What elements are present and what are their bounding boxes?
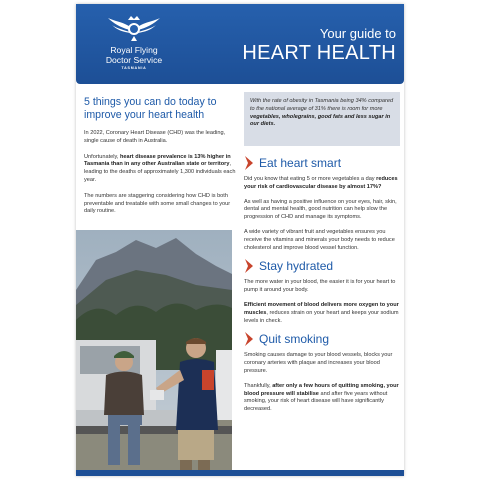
intro-paragraph-2: Unfortunately, heart disease prevalence is 13% higher in Tasmania than in any other Australian state or territory, leading to the deaths of approximately 1,300 individuals each year. — [84, 153, 236, 183]
document-page — [76, 4, 404, 476]
photo-paramedic-patient — [76, 230, 232, 470]
footer-bar — [76, 470, 404, 476]
right-column — [244, 92, 400, 421]
section-heading-hydrated: Stay hydrated — [244, 259, 400, 273]
eat-paragraph-1: Did you know that eating 5 or more vegetables a day reduces your risk of cardiovascular disease by almost 17%? — [244, 176, 398, 190]
intro-heading: 5 things you can do today to improve your heart health — [84, 96, 217, 121]
obesity-callout: With the rate of obesity in Tasmania being 34% compared to the national average of 31% there is room for more vegetables, wholegrains, good fats and less sugar in our diets. — [244, 92, 400, 146]
logo-text-line3: TASMANIA — [121, 66, 147, 70]
smoking-paragraph-2: Thankfully, after only a few hours of quitting smoking, your blood pressure will stabilise and after five years without smoking, your risk of heart disease will have significantly decreased. — [244, 382, 399, 413]
page-title: HEART HEALTH — [242, 42, 396, 64]
hydrated-paragraph-2: Efficient movement of blood delivers more oxygen to your muscles, reduces strain on your heart and keeps your sodium levels in check. — [244, 301, 399, 324]
guide-prefix: Your guide to — [319, 26, 396, 41]
left-column — [84, 96, 236, 224]
smoking-paragraph-1: Smoking causes damage to your blood vessels, blocks your coronary arteries with plaque and increases your blood pressure. — [244, 352, 393, 374]
chevron-right-icon — [244, 259, 254, 273]
section-heading-eat: Eat heart smart — [244, 156, 400, 170]
rfds-logo — [88, 10, 180, 78]
intro-paragraph-1: In 2022, Coronary Heart Disease (CHD) was the leading, single cause of death in Australia. — [84, 130, 226, 144]
eat-paragraph-3: A wide variety of vibrant fruit and vegetables ensures you receive the vitamins and minerals your body needs to reduce cholesterol and improve blood vessel function. — [244, 228, 395, 251]
hydrated-paragraph-1: The more water in your blood, the easier it is for your heart to pump it around your body. — [244, 279, 396, 294]
chevron-right-icon — [244, 332, 254, 346]
intro-paragraph-3: The numbers are staggering considering how CHD is both preventable and treatable with some small changes to your daily routine. — [84, 192, 231, 215]
logo-text-line2: Doctor Service — [105, 55, 163, 65]
header-banner — [76, 4, 404, 84]
logo-text-line1: Royal Flying — [110, 45, 158, 55]
chevron-right-icon — [244, 156, 254, 170]
wings-crest-icon — [106, 10, 162, 44]
eat-paragraph-2: As well as having a positive influence on your eyes, hair, skin, dental and mental health, good nutrition can help slow the progression of CHD and manage its symptoms. — [244, 198, 397, 221]
section-heading-smoking: Quit smoking — [244, 332, 400, 346]
